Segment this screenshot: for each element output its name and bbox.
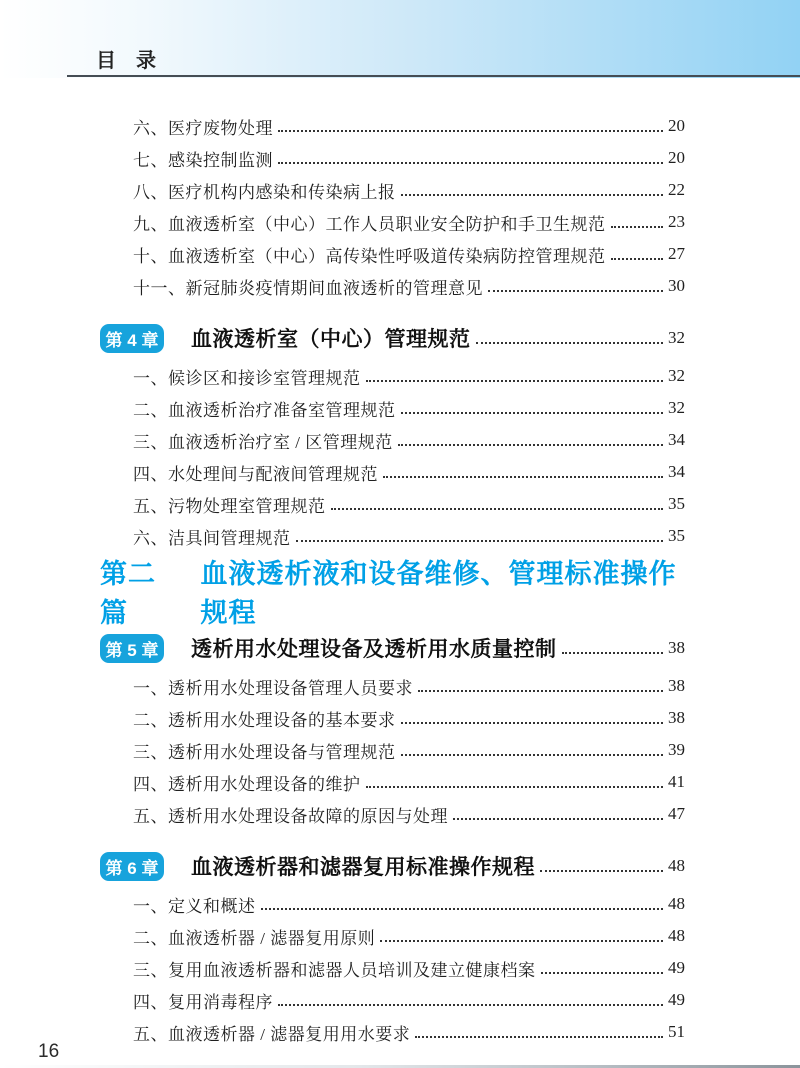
toc-entry [133, 424, 685, 456]
dot-leader [540, 858, 663, 872]
toc-entry-label: 一、定义和概述 [133, 896, 256, 916]
part-title: 血液透析液和设备维修、管理标准操作规程 [200, 559, 677, 628]
dot-leader [278, 150, 663, 164]
toc-entry-page: 41 [668, 772, 685, 791]
toc-entry [133, 270, 685, 302]
part-heading [100, 559, 685, 628]
toc-entry-page: 32 [668, 366, 685, 385]
dot-leader [401, 400, 664, 414]
dot-leader [541, 960, 664, 974]
dot-leader [401, 742, 664, 756]
toc-entry-page: 20 [668, 148, 685, 167]
toc-entry-page: 35 [668, 494, 685, 513]
dot-leader [476, 330, 664, 344]
toc-entry-page: 39 [668, 740, 685, 759]
toc-entry-label: 六、洁具间管理规范 [133, 528, 291, 548]
chapter-title: 血液透析器和滤器复用标准操作规程 [191, 856, 535, 879]
toc-entry [133, 488, 685, 520]
toc-entry-label: 八、医疗机构内感染和传染病上报 [133, 182, 396, 202]
toc-entry-label: 二、透析用水处理设备的基本要求 [133, 710, 396, 730]
dot-leader [418, 678, 663, 692]
toc-entry-page: 51 [668, 1022, 685, 1041]
toc-entry-page: 35 [668, 526, 685, 545]
toc-entry-page: 48 [668, 856, 685, 875]
toc-entry-label: 五、透析用水处理设备故障的原因与处理 [133, 806, 448, 826]
toc-entry-page: 34 [668, 430, 685, 449]
toc-entry-page: 38 [668, 708, 685, 727]
toc-entry-page: 32 [668, 328, 685, 347]
toc-entry [133, 174, 685, 206]
chapter-heading [100, 628, 685, 668]
toc-entry [133, 1016, 685, 1048]
dot-leader [380, 928, 663, 942]
toc-entry [133, 766, 685, 798]
dot-leader [331, 496, 664, 510]
toc-entry-label: 四、复用消毒程序 [133, 992, 273, 1012]
toc-entry-page: 27 [668, 244, 685, 263]
dot-leader [488, 278, 663, 292]
toc-entry [133, 520, 685, 552]
toc-entry [133, 952, 685, 984]
toc-entry [133, 206, 685, 238]
dot-leader [366, 774, 664, 788]
toc-entry-page: 49 [668, 958, 685, 977]
chapter-heading [100, 846, 685, 886]
dot-leader [278, 992, 663, 1006]
dot-leader [398, 432, 663, 446]
dot-leader [415, 1024, 663, 1038]
toc-entry [133, 110, 685, 142]
chapter-title: 透析用水处理设备及透析用水质量控制 [191, 638, 557, 661]
toc-entry-label: 十、血液透析室（中心）高传染性呼吸道传染病防控管理规范 [133, 246, 606, 266]
dot-leader [453, 806, 663, 820]
toc-entry-page: 34 [668, 462, 685, 481]
toc-entry-label: 一、候诊区和接诊室管理规范 [133, 368, 361, 388]
chapter-badge: 第 6 章 [100, 852, 164, 881]
toc-entry [133, 888, 685, 920]
toc-entry [133, 142, 685, 174]
toc-entry-label: 六、医疗废物处理 [133, 118, 273, 138]
toc-entry [133, 670, 685, 702]
toc-entry [133, 360, 685, 392]
page-number: 16 [38, 1041, 60, 1062]
toc-entry-page: 49 [668, 990, 685, 1009]
toc-entry-page: 48 [668, 926, 685, 945]
toc-entry-page: 20 [668, 116, 685, 135]
chapter-badge: 第 4 章 [100, 324, 164, 353]
toc-entry-page: 22 [668, 180, 685, 199]
toc-entry [133, 798, 685, 830]
toc-entry-label: 五、血液透析器 / 滤器复用用水要求 [133, 1024, 411, 1044]
dot-leader [383, 464, 663, 478]
dot-leader [278, 118, 663, 132]
dot-leader [261, 896, 664, 910]
toc-entry-label: 五、污物处理室管理规范 [133, 496, 326, 516]
toc-entry [133, 920, 685, 952]
dot-leader [611, 246, 664, 260]
chapter-title: 血液透析室（中心）管理规范 [191, 328, 471, 351]
toc-entry-label: 三、复用血液透析器和滤器人员培训及建立健康档案 [133, 960, 536, 980]
dot-leader [401, 710, 664, 724]
toc-entry-label: 三、透析用水处理设备与管理规范 [133, 742, 396, 762]
toc-entry-label: 二、血液透析治疗准备室管理规范 [133, 400, 396, 420]
toc-entry-page: 23 [668, 212, 685, 231]
toc-entry-label: 四、透析用水处理设备的维护 [133, 774, 361, 794]
toc-entry-label: 一、透析用水处理设备管理人员要求 [133, 678, 413, 698]
part-label: 第二篇 [100, 559, 156, 628]
toc-entry-label: 十一、新冠肺炎疫情期间血液透析的管理意见 [133, 278, 483, 298]
dot-leader [401, 182, 664, 196]
toc-entry-label: 三、血液透析治疗室 / 区管理规范 [133, 432, 393, 452]
page-title: 目 录 [96, 50, 156, 72]
toc-entry-label: 二、血液透析器 / 滤器复用原则 [133, 928, 376, 948]
header-rule [67, 75, 800, 77]
toc-entry [133, 702, 685, 734]
toc-entry-page: 47 [668, 804, 685, 823]
toc-entry-page: 38 [668, 638, 685, 657]
toc-entry-page: 48 [668, 894, 685, 913]
toc-entry [133, 456, 685, 488]
dot-leader [366, 368, 664, 382]
toc-entry [133, 238, 685, 270]
toc-entry-page: 38 [668, 676, 685, 695]
toc-entry-label: 七、感染控制监测 [133, 150, 273, 170]
chapter-heading [100, 318, 685, 358]
toc-entry [133, 984, 685, 1016]
toc-content [100, 110, 685, 1048]
toc-entry-page: 32 [668, 398, 685, 417]
toc-entry-label: 四、水处理间与配液间管理规范 [133, 464, 378, 484]
toc-entry-label: 九、血液透析室（中心）工作人员职业安全防护和手卫生规范 [133, 214, 606, 234]
chapter-badge: 第 5 章 [100, 634, 164, 663]
dot-leader [611, 214, 664, 228]
toc-entry [133, 734, 685, 766]
toc-entry-page: 30 [668, 276, 685, 295]
dot-leader [296, 528, 664, 542]
toc-entry [133, 392, 685, 424]
dot-leader [562, 640, 664, 654]
